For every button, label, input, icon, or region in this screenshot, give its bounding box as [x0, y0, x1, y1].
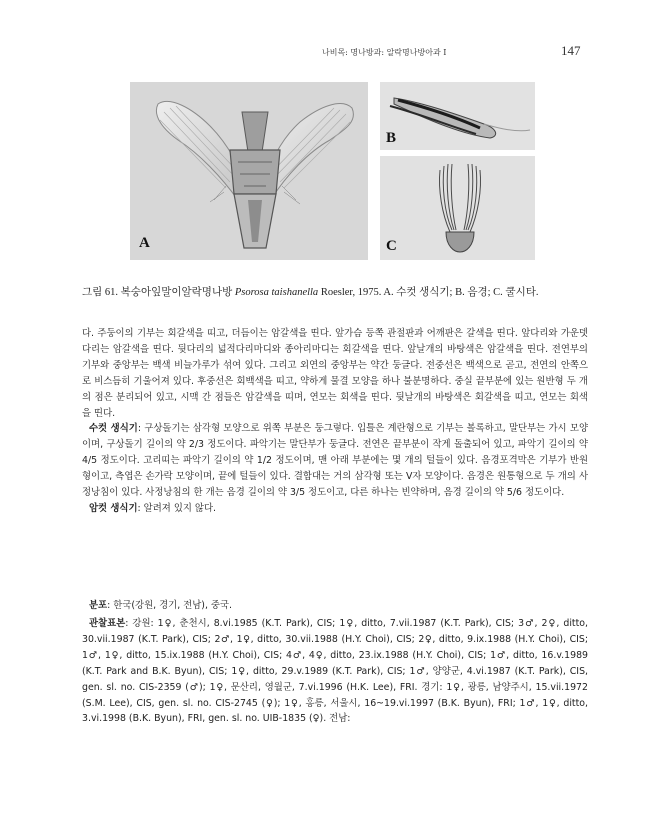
figure-61 — [130, 82, 535, 260]
distribution-heading: 분포 — [89, 600, 108, 611]
distribution-text: : 한국(강원, 경기, 전남), 중국. — [107, 600, 233, 611]
panel-a-male-genitalia — [130, 82, 368, 260]
male-genitalia-paragraph — [82, 421, 588, 501]
caption-species: Psorosa taishanella — [234, 287, 319, 298]
distribution-paragraph — [82, 598, 588, 614]
female-genitalia-heading: 암컷 생식기 — [89, 502, 138, 514]
panel-c-label: C — [386, 238, 397, 254]
female-genitalia-paragraph — [82, 501, 588, 517]
running-title: 나비목: 명나방과: 알락명나방아과 I — [322, 48, 447, 57]
male-genitalia-heading: 수컷 생식기 — [89, 423, 138, 435]
male-genitalia-text: : 구상돌기는 삼각형 모양으로 위쪽 부분은 둥그렇다. 입틀은 계란형으로 기부는 볼록하고, 말단부는 가시 모양이며, 구상돌기 길이의 약 2/3 정도이다. 파악기는 말단부가 둥글다. 전연은 끝부분이 작게 돌출되어 있고, 파악기 길이의 약 4/5 정도이다. 고리띠는 파악기 길이의 약 1/2 정도이며, 맨 아래 부분에는 몇 개의 털들이 있다. 음경포격막은 기부가 반원형이고, 측엽은 손가락 모양이며, 끝에 털들이 있다. 결합대는 거의 삼각형 또는 V자 모양이다. 음경은 원통형으로 두 개의 사정낭침이 있다. 사정낭침의 한 개는 음경 길이의 약 3/5 정도이고, 다른 하나는 빈약하며, 음경 길이의 약 5/6 정도이다. — [82, 423, 588, 499]
panel-b-label: B — [386, 130, 397, 146]
female-genitalia-text: : 알려져 있지 않다. — [137, 502, 217, 514]
culcita-image — [380, 156, 535, 260]
adult-description: 다. 주둥이의 기부는 회갈색을 띠고, 더듬이는 암갈색을 띤다. 앞가슴 등쪽 관절판과 어깨판은 갈색을 띤다. 앞다리와 가운뎃다리는 암갈색을 띤다. 뒷다리의 넓적다리마디와 종아리마디는 회갈색을 띤다. 앞날개의 바탕색은 암갈색을 띤다. 전연부의 기부와 중앙부는 백색 비늘가루가 섞여 있다. 그리고 외연의 중앙부는 약간 둥글다. 전중선은 백색으로 곧고, 전연의 안쪽으로 비스듬히 기울어져 있다. 후중선은 회백색을 띠고, 약하게 물결 모양을 하나 불분명하다. 중실 끝부분에 있는 원반형 두 개의 점은 분리되어 있고, 시맥 간 점들은 암갈색을 띠며, 연모는 회색을 띤다. 뒷날개의 바탕색은 회갈색을 띠고, 연모는 회색을 띤다. — [82, 328, 588, 419]
panel-c-culcita — [380, 156, 535, 260]
figure-caption — [82, 284, 602, 299]
caption-suffix: Roesler, 1975. A. 수컷 생식기; B. 음경; C. 쿨시타. — [318, 287, 539, 298]
specimens-heading: 관찰표본 — [89, 618, 126, 629]
aedeagus-image — [380, 82, 535, 150]
panel-a-label: A — [139, 235, 150, 251]
panel-b-aedeagus — [380, 82, 535, 150]
specimens-text: : 강원: 1♀, 춘천시, 8.vi.1985 (K.T. Park), CIS; 1♀, ditto, 7.vii.1987 (K.T. Park), CIS; 3♂, 2♀, ditto, 30.vii.1987 (K.T. Park), CIS; 2♂, 1♀, ditto, 30.vii.1988 (H.Y. Choi), CIS; 2♀, ditto, 9.ix.1988 (H.Y. Choi), CIS; 1♂, 1♀, ditto, 15.ix.1988 (H.Y. Choi), CIS; 4♂, 4♀, ditto, 23.ix.1988 (H.Y. Choi), CIS; 1♂, ditto, 16.v.1989 (K.T. Park and B.K. Byun), CIS; 1♀, ditto, 29.v.1989 (K.T. Park), CIS; 1♂, 양양군, 4.vi.1987 (K.T. Park), CIS, gen. sl. no. CIS-2359 (♂); 1♀, 문산리, 영월군, 7.vi.1996 (H.K. Lee), FRI. 경기: 1♀, 광릉, 남양주시, 15.vii.1972 (S.M. Lee), CIS, gen. sl. no. CIS-2745 (♀); 1♀, 홍릉, 서울시, 16~19.vi.1997 (B.K. Byun), FRI; 1♂, 1♀, ditto, 3.vi.1998 (B.K. Byun), FRI, gen. sl. no. UIB-1835 (♀). 전남: — [82, 618, 588, 725]
page-number: 147 — [561, 43, 581, 58]
male-genitalia-image — [130, 82, 368, 260]
specimens-paragraph — [82, 616, 588, 727]
caption-prefix: 그림 61. 복숭아잎말이알락명나방 — [82, 287, 235, 298]
description-body — [82, 326, 588, 517]
